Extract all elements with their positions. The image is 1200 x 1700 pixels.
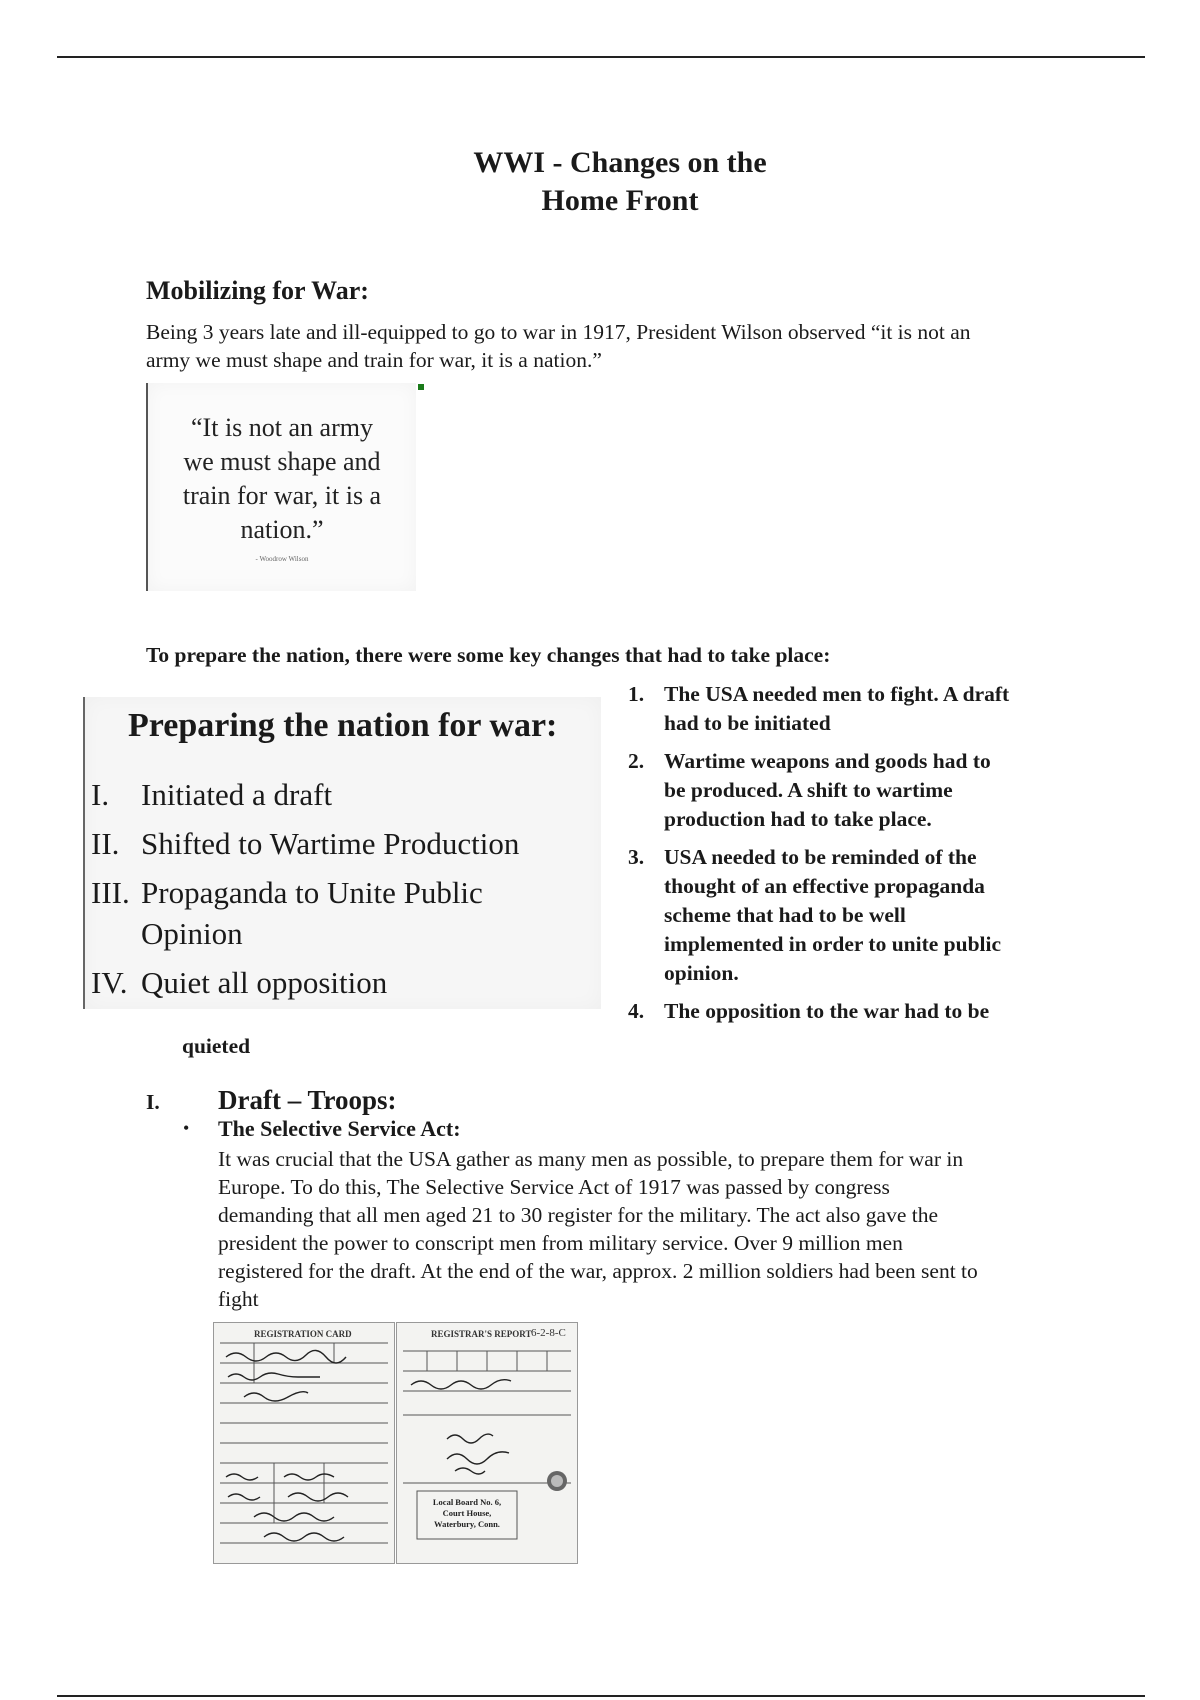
top-rule (57, 56, 1145, 58)
local-board-stamp: Local Board No. 6, Court House, Waterbury, Conn. (432, 1497, 502, 1529)
slide-item: IV. Quiet all opposition (91, 965, 388, 1000)
selective-service-text: It was crucial that the USA gather as many men as possible, to prepare them for war in Europe. To do this, The Selective Service Act of 1917 was passed by congress demanding that all men aged 21 to 30 register for the military. The act also gave the president the power to conscript men from military service. Over 9 million men registered for the draft. At the end of the war, approx. 2 million soldiers had been sent to fight (218, 1147, 978, 1311)
bottom-rule (57, 1695, 1145, 1697)
registration-card-form (214, 1323, 394, 1563)
key-changes-list (625, 680, 1065, 1035)
mobilizing-heading: Mobilizing for War: (146, 276, 369, 305)
list-item: 1. The USA needed men to fight. A draft had to be initiated (628, 682, 1010, 735)
list-item: 2. Wartime weapons and goods had to be produced. A shift to wartime production had to take place. (628, 749, 991, 831)
bullet-title: The Selective Service Act: (218, 1116, 461, 1141)
quote-text: “It is not an army we must shape and train for war, it is a nation.” (182, 413, 382, 544)
section-number: I. (146, 1090, 160, 1114)
mobilizing-text: Being 3 years late and ill-equipped to go to war in 1917, President Wilson observed “it is not an army we must shape and train for war, it is a nation.” (146, 320, 971, 372)
preparing-nation-slide (83, 697, 601, 1009)
slide-item: II. Shifted to Wartime Production (91, 826, 520, 861)
card-code: 6-2-8-C (531, 1327, 566, 1339)
wilson-quote-image (146, 383, 416, 591)
list-item: 4. The opposition to the war had to be (628, 999, 990, 1023)
preparation-heading: To prepare the nation, there were some key changes that had to take place: (146, 643, 831, 667)
slide-item: III. Propaganda to Unite Public (91, 875, 483, 910)
list-item: 3. USA needed to be reminded of the thought of an effective propaganda scheme that had to be well implemented in order to unite public opinion. (628, 845, 1002, 985)
green-marker (418, 384, 424, 390)
page-title: WWI - Changes on the Home Front (473, 146, 767, 217)
bullet-icon: • (183, 1118, 190, 1138)
registrar-report-image: REGISTRAR'S REPORT 6-2-8-C Local Board No. 6, Court House, Waterbury, Conn. (396, 1322, 578, 1564)
slide-title: Preparing the nation for war: (128, 707, 558, 744)
quote-attribution: - Woodrow Wilson (255, 555, 309, 563)
slide-item: I. Initiated a draft (91, 777, 333, 812)
section-title: Draft – Troops: (218, 1085, 397, 1115)
slide-item: Opinion (141, 916, 243, 951)
list-item-continuation: quieted (182, 1034, 251, 1058)
registration-card-image: REGISTRATION CARD (213, 1322, 395, 1564)
